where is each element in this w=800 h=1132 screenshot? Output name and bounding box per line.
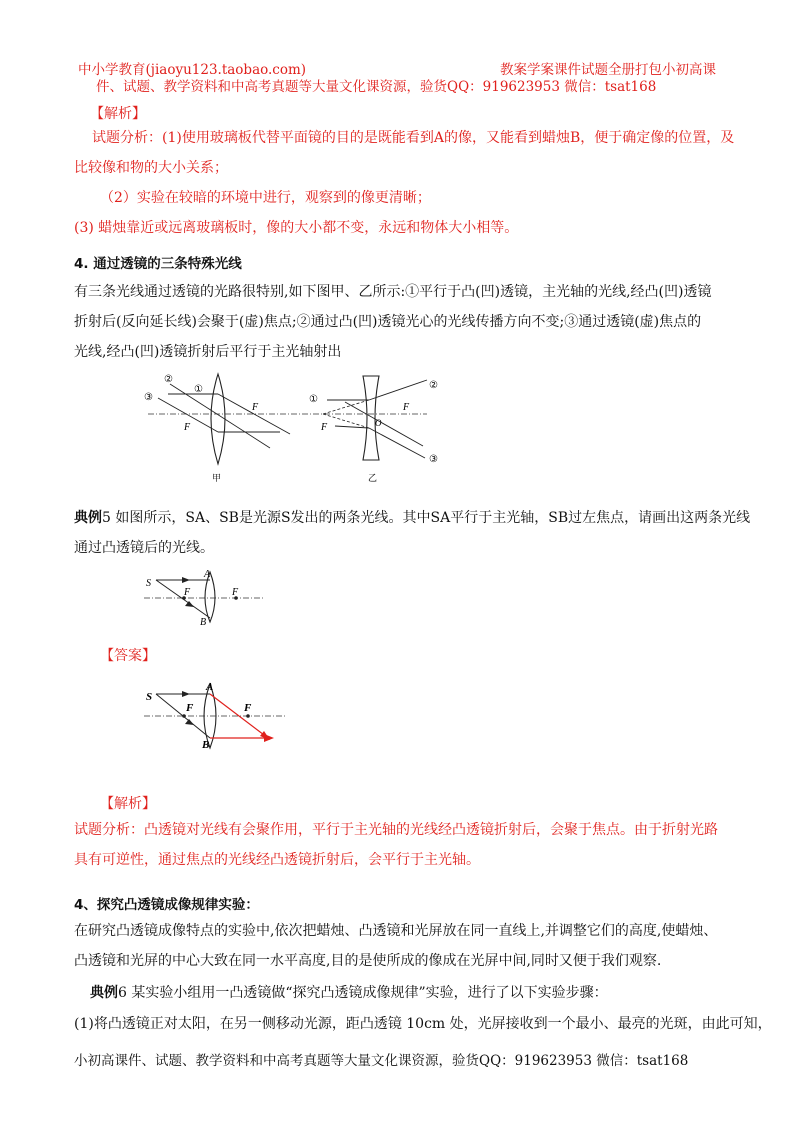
section-b-title: 4、探究凸透镜成像规律实验： [74, 897, 259, 913]
analysis-line-1: 试题分析：(1)使用玻璃板代替平面镜的目的是既能看到A的像，又能看到蜡烛B，便于确定像的位置，及 [92, 130, 735, 146]
example-5-num: 5 [102, 510, 111, 526]
section-b-line-2: 凸透镜和光屏的中心大致在同一水平高度,目的是使所成的像成在光屏中间,同时又便于我们观察. [74, 953, 662, 969]
example-6-line [90, 980, 608, 1006]
ans-B: B [202, 739, 210, 751]
label-circle-2b: ② [429, 380, 438, 391]
section-4-line-3: 光线,经凸(凹)透镜折射后平行于主光轴射出 [74, 344, 342, 360]
footer: 小初高课件、试题、教学资料和中高考真题等大量文化课资源，验货QQ：919623953 微信：tsat168 [74, 1053, 689, 1069]
analysis-line-3: （2）实验在较暗的环境中进行，观察到的像更清晰； [100, 190, 431, 206]
step-1: (1)将凸透镜正对太阳，在另一侧移动光源，距凸透镜 10cm 处，光屏接收到一个最小、最亮的光斑，由此可知， [74, 1016, 772, 1032]
header-left: 中小学教育(jiaoyu123.taobao.com) [78, 62, 307, 78]
answer-tag: 【答案】 [100, 648, 156, 664]
section-b-line-1: 在研究凸透镜成像特点的实验中,依次把蜡烛、凸透镜和光屏放在同一直线上,并调整它们的高度,使蜡烛、 [74, 923, 718, 939]
label-F-left: F [184, 422, 191, 433]
analysis-2-line-1: 试题分析：凸透镜对光线有会聚作用，平行于主光轴的光线经凸透镜折射后，会聚于焦点。由于折射光路 [74, 822, 718, 838]
example-6-text: 6 某实验小组用一凸透镜做“探究凸透镜成像规律”实验，进行了以下实验步骤： [118, 985, 608, 1001]
label-O: O [375, 418, 382, 428]
analysis-2-line-2: 具有可逆性，通过焦点的光线经凸透镜折射后，会平行于主光轴。 [74, 852, 480, 868]
example-5-label: 典例 [74, 510, 102, 526]
analysis-line-2: 比较像和物的大小关系； [74, 160, 228, 176]
label-F-right-b: F [403, 402, 410, 413]
header-right: 教案学案课件试题全册打包小初高课 [500, 62, 716, 78]
label-F-right: F [252, 402, 259, 413]
label-F-left-b: F [321, 422, 328, 433]
analysis-line-4: (3) 蜡烛靠近或远离玻璃板时，像的大小都不变，永远和物体大小相等。 [74, 220, 519, 236]
example-5-line-1 [74, 505, 750, 531]
example-5-line-2: 通过凸透镜后的光线。 [74, 540, 214, 556]
ex5-A: A [204, 569, 211, 580]
label-circle-3b: ③ [429, 454, 438, 465]
label-yi: 乙 [368, 473, 378, 483]
figure-convex-lens [140, 368, 320, 486]
label-jia: 甲 [212, 473, 222, 483]
label-circle-3: ③ [144, 392, 153, 403]
analysis-tag: 【解析】 [90, 106, 146, 122]
figure-answer [140, 676, 290, 756]
convex-lens-shape [211, 374, 225, 464]
header-line2: 件、试题、教学资料和中高考真题等大量文化课资源，验货QQ：919623953 微信：tsat168 [96, 79, 657, 95]
ex5-B: B [200, 617, 207, 628]
analysis-tag-2: 【解析】 [100, 796, 156, 812]
ans-F-right: F [244, 702, 252, 714]
example-6-label: 典例 [90, 985, 118, 1001]
example-5-text: 如图所示，SA、SB是光源S发出的两条光线。其中SA平行于主光轴，SB过左焦点，请画出这两条光线 [110, 510, 751, 526]
ex5-F-right: F [232, 587, 239, 598]
label-circle-2: ② [164, 374, 173, 385]
ans-S: S [146, 691, 153, 703]
label-circle-1: ① [194, 384, 203, 395]
ex5-S: S [146, 578, 151, 589]
section-4-line-1: 有三条光线通过透镜的光路很特别,如下图甲、乙所示:①平行于凸(凹)透镜，主光轴的光线,经凸(凹)透镜 [74, 284, 712, 300]
ex5-F-left: F [184, 587, 191, 598]
section-4-line-2: 折射后(反向延长线)会聚于(虚)焦点;②通过凸(凹)透镜光心的光线传播方向不变;③通过透镜(虚)焦点的 [74, 314, 702, 330]
figure-concave-lens [305, 368, 445, 486]
label-circle-1b: ① [309, 394, 318, 405]
ans-F-left: F [186, 702, 194, 714]
figure-example-5 [140, 568, 270, 628]
section-4-title: 4. 通过透镜的三条特殊光线 [74, 256, 242, 272]
ans-A: A [206, 681, 214, 693]
